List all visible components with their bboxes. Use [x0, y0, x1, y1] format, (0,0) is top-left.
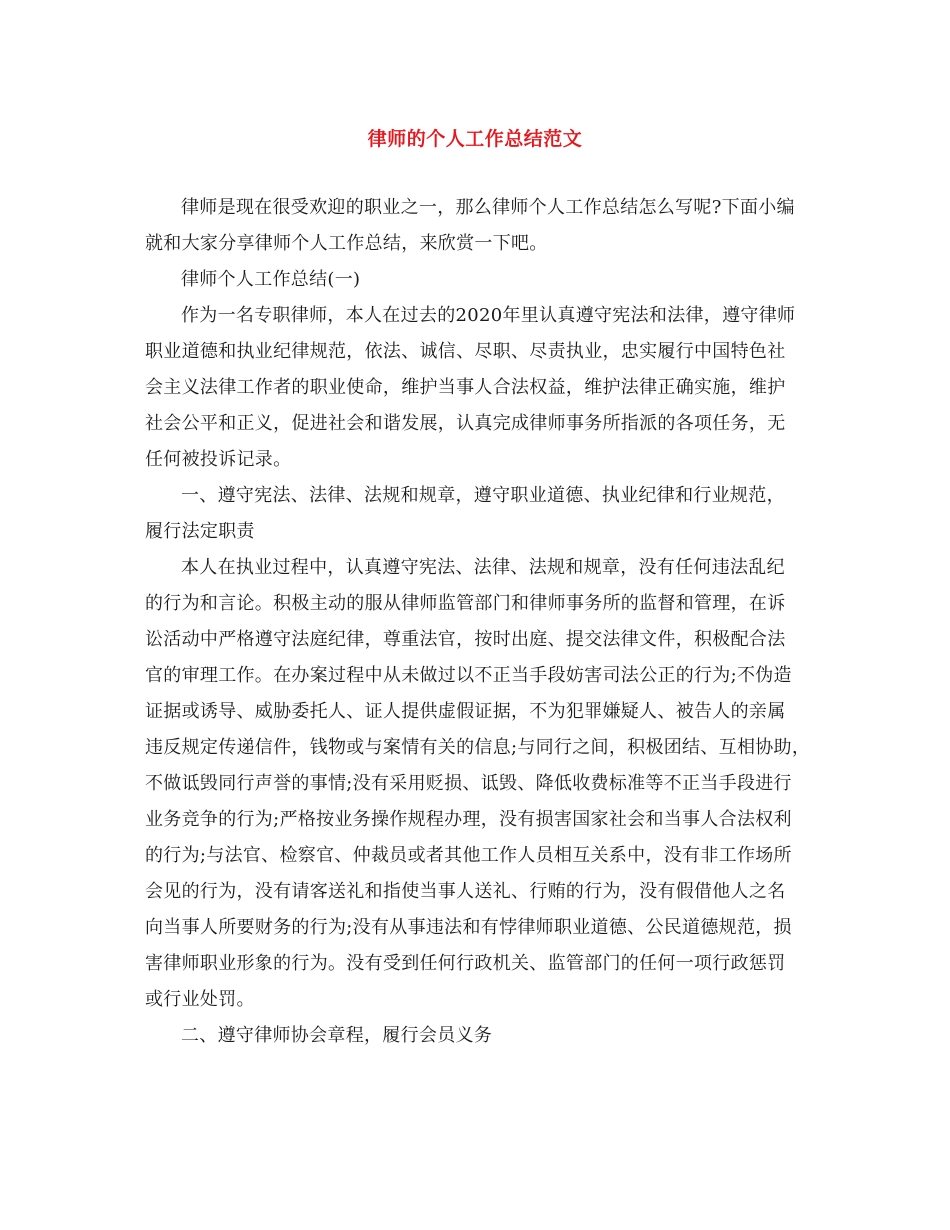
paragraph-line: 本人在执业过程中，认真遵守宪法、法律、法规和规章，没有任何违法乱纪 — [181, 557, 785, 578]
document-title: 律师的个人工作总结范文 — [367, 128, 583, 150]
paragraph-line: 作为一名专职律师，本人在过去的2020年里认真遵守宪法和法律，遵守律师 — [181, 305, 796, 326]
paragraph-line: 会见的行为，没有请客送礼和指使当事人送礼、行贿的行为，没有假借他人之名 — [145, 881, 786, 902]
paragraph-line: 向当事人所要财务的行为;没有从事违法和有悖律师职业道德、公民道德规范，损 — [145, 917, 792, 938]
paragraph-line: 就和大家分享律师个人工作总结，来欣赏一下吧。 — [145, 233, 548, 254]
paragraph-line: 职业道德和执业纪律规范，依法、诚信、尽职、尽责执业，忠实履行中国特色社 — [145, 341, 786, 362]
paragraph-line: 害律师职业形象的行为。没有受到任何行政机关、监管部门的任何一项行政惩罚 — [145, 953, 786, 974]
paragraph-line: 违反规定传递信件，钱物或与案情有关的信息;与同行之间，积极团结、互相协助， — [145, 737, 811, 758]
section-heading: 二、遵守律师协会章程，履行会员义务 — [181, 1025, 493, 1046]
section-heading: 律师个人工作总结(一) — [181, 269, 361, 290]
section-heading: 履行法定职责 — [145, 521, 255, 542]
paragraph-line: 任何被投诉记录。 — [145, 449, 292, 470]
paragraph-line: 会主义法律工作者的职业使命，维护当事人合法权益，维护法律正确实施，维护 — [145, 377, 786, 398]
paragraph-line: 律师是现在很受欢迎的职业之一，那么律师个人工作总结怎么写呢?下面小编 — [181, 197, 795, 218]
section-heading: 一、遵守宪法、法律、法规和规章，遵守职业道德、执业纪律和行业规范， — [181, 485, 785, 506]
paragraph-line: 社会公平和正义，促进社会和谐发展，认真完成律师事务所指派的各项任务，无 — [145, 413, 786, 434]
paragraph-line: 业务竞争的行为;严格按业务操作规程办理，没有损害国家社会和当事人合法权利 — [145, 809, 792, 830]
paragraph-line: 的行为;与法官、检察官、仲裁员或者其他工作人员相互关系中，没有非工作场所 — [145, 845, 792, 866]
paragraph-line: 证据或诱导、威胁委托人、证人提供虚假证据，不为犯罪嫌疑人、被告人的亲属 — [145, 701, 786, 722]
paragraph-line: 官的审理工作。在办案过程中从未做过以不正当手段妨害司法公正的行为;不伪造 — [145, 665, 792, 686]
paragraph-line: 不做诋毁同行声誉的事情;没有采用贬损、诋毁、降低收费标准等不正当手段进行 — [145, 773, 792, 794]
paragraph-line: 的行为和言论。积极主动的服从律师监管部门和律师事务所的监督和管理，在诉 — [145, 593, 786, 614]
paragraph-line: 讼活动中严格遵守法庭纪律，尊重法官，按时出庭、提交法律文件，积极配合法 — [145, 629, 786, 650]
paragraph-line: 或行业处罚。 — [145, 989, 255, 1010]
